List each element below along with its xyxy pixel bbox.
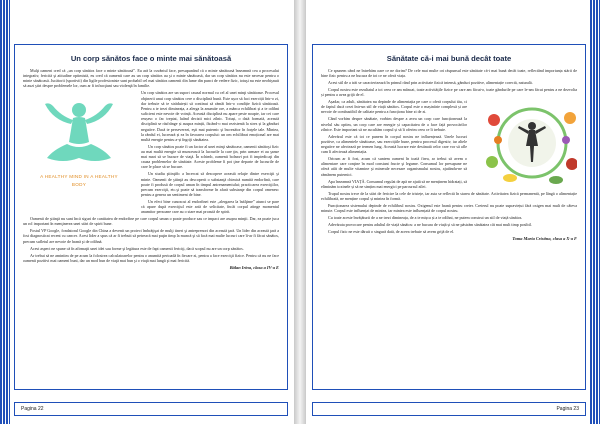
right-paragraph: Ce spunem când ne întrebăm oare ce ne dorim? De cele mai multe ori răspunsul este sănătate că-i mai bună decât toate, reflectând importanța stării de bine fizic pentru a ne bucura de tot ce ne oferă viața. — [321, 68, 577, 79]
right-stripe-border — [590, 0, 600, 424]
left-page-number: Pagina 22 — [14, 402, 288, 416]
right-article-title: Sănătate că-i mai bună decât toate — [386, 54, 512, 63]
right-paragraph: Adevărul este că tot ce punem în corpul nostru ne influențează. Unele lucruri pozitive, ca alimentele sănătoase, sau exercițiile bune, pentru procesul digestiv, iar altele negative ne afectează pe termen lung. Această lucrare este destinată celor care vor să afle cum îi afectează alimentația. — [321, 133, 467, 155]
left-signature: Bălan Irina, clasa a IV-a E — [229, 264, 279, 270]
right-paragraph — [321, 99, 577, 114]
right-paragraph: Apa înseamnă VIAȚĂ. Consumul regulat de apă ne ajută să ne menținem hidratați, să eliminăm toxinele și să ne simțim mai energici pe parcursul zilei. — [321, 178, 467, 189]
left-paragraph: Un studiu ştiinţific a încercat să descopere această relaţie dintre exerciţii şi minte. Oamenii de ştiinţă au descoperit o substanţă chimică numită endorfină, care poate fi produsă de corpul uman în timpul antrenamentului; practicarea exerciţiilor, precum exerciţii, etc.şi poate să transforme în afară substanţe din corpul omenesc pentru a genera un sentiment de bine. — [141, 171, 279, 197]
book-gutter — [294, 0, 306, 424]
left-paragraph: Oamenii de ştiinţă nu sunt încă siguri de cantitatea de endorfine pe care corpul uman o poate produce sau ce impact are asupra minţii. Dar, ea poate juca un rol important în menţinerea unei stări de spirit bune. — [23, 216, 279, 227]
right-page — [306, 0, 600, 424]
right-article-frame — [312, 44, 586, 390]
right-paragraph: Oricum ar fi fost, acum că suntem oameni în toată firea, ar trebui să avem o alimentare care conţine în mod constant fructe şi legume. Consumul lor presupune ne oferă atât de multe vitamine şi minerale necesare organismului nostru, ajutându-ne să rămânem puternici. — [321, 156, 467, 177]
right-page-number: Pagina 23 — [312, 402, 586, 416]
left-paragraph: Un efect bine cunoscut al endorfinei este „alergarea la înălţime” atunci se pare că apare după exerciţiul este artă de selicitate, încât corpul atinge momentul anumitor persoane care au o stare mai proastă de spirit. — [141, 198, 279, 215]
right-paragraph: Funcționarea sistemului depinde de echilibrul nostru. Oxigenul este hrană pentru creier. Creierul nu poate supraviețui fără oxigen mai mult de câteva minute. Corpul este influențat de mintea, iar mintea este influențată de corpul nostru. — [321, 202, 577, 213]
right-paragraph: Corpul nostru este rezultatul a tot ceea ce am mâncat, toate activitățile fizice pe care am făcut-o, toate gândurile pe care le-am făcut pentru a ne dezvolta și pentru a avea grijă de el. — [321, 87, 577, 98]
left-paragraph: Un corp sănătos poate fi un factor al unei minţi sănătoase, oamenii sănătoşi fizic au mai multă energie să muncească la lucrurile la care ţin, prin urmare ei au şanse mai mari să se bucure de viaţă. În schimb, oamenii bolnavi pot fi impiedicaţi din cauza problemelor de sănătate. Aceste probleme îi pot ţine departe de lucrurile de care le place să se bucure. — [141, 143, 279, 170]
healthy-lifestyle-icon — [480, 100, 577, 186]
image-caption-line1: A HEALTHY MIND IN A HEALTHY — [40, 174, 118, 180]
left-paragraph: Fostul VP Google, fondatorul Google din China a devenit un proiect îmbrăţişat de mulţi tineri şi antreprenori din această ţară. Un lider din această ţară a fost diagnosticat recent cu cancer. Acest lider a spus că ar fi trebuit să petreacă mai puţin timp la muncă şi să facă mai multe lucruri care îi-ar fi făcut sănătos, precum sufletul are nevoie de hrană şi de odihnă. — [23, 228, 279, 244]
left-paragraph: Ar trebui să ne amintim de pe acum la folosirea calculatoarelor pentru o anumită perioadă în fiecare zi, pentru a face exerciţii fizice. Pentru că nu ne face oamenii pozitivi mai oameni buni, dar un mod bun de viaţă mai bun şi o viaţă mai lungă şi mai fericită. — [23, 252, 279, 263]
right-paragraph: Corpul fizic ne este dăruit o singură dată, de aceea trebuie să avem grijă de el. — [328, 228, 455, 234]
yoga-meditation-icon — [23, 92, 135, 210]
left-article-title: Un corp sănătos face o minte mai sănătoasă — [70, 54, 232, 63]
left-stripe-border — [0, 0, 10, 424]
right-paragraph: Cu toate aceste învățăturii de a ne trezi dimineața, de a te mișca și a te odihni, ne putem construi un stil de viață sănătos. — [328, 214, 523, 220]
right-paragraph: Acest stil de a trăi se caracterizează în primul rând prin activitate fizică intensă, gânduri pozitive, alimentație corectă, naturală. — [328, 80, 533, 86]
left-page — [0, 0, 294, 424]
right-article-body — [321, 68, 577, 385]
right-paragraph: Trupul nostru trece de la stări de fericire la cele de tristețe, iar asta se reflectă în starea de sănătate. Activitatea fizică permanentă, pe lângă o alimentație echilibrată, ne menține corpul și mintea în formă. — [321, 190, 577, 201]
left-article-frame — [14, 44, 288, 390]
left-paragraph-text: Un corp sănătos are un suport cauzal normal cu cel al unei minţi sănătoase. Procesul obţinerii unui corp sănătos cere o disciplină bună. Este ușor să faci exerciții într-o zi, dar trebuie să te străduiești să continui să rămâi într-o condiție fizică sănătoasă. Pentru a te trezi dimineața, a alerga la anumite ore, a mânca echilibrat și a te odihni suficient este nevoie de voință. Această disciplină nu apare peste noapte, iar cei care reușesc o fac treptat, luând decizii mici zilnic. Totuși, o dată formată, această disciplină se răsfrânge și asupra minții, făcând-o mai rezistentă la stres și la gânduri negative. Dacă te perseverezi, eşti mai puternic şi încrezător în forţele tale. Mintea, la rândul ei, lucrează și ea în favoarea corpului: un om echilibrat emoțional are mai multă energie pentru a-și îngriji sănătatea. — [141, 90, 279, 142]
right-paragraph-text: Așadar, ca adult, sănătatea nu depinde de alimentația pe care o oferă corpului tău, ci de faptul dacă crezi într-un stil de viață sănătos. Corpul este o mașinărie complexă și are nevoie de combustibil de calitate pentru a funcționa bine zi de zi. — [321, 99, 467, 115]
right-paragraph: Când vorbim despre sănătate, vorbim despre a avea un corp care funcționează la nivelul său optim, un corp care are energie și capacitatea de a face față provocărilor zilnice. Este important să ne ascultăm corpul și să îi oferim ceea ce îi trebuie. — [321, 116, 467, 132]
left-paragraph: Acest aspect ne spune că în afirmaţii unei idei sau forme şi legătura este de fapt oamenii fericiţi, dacă scopul nu are un corp sănătos. — [30, 245, 244, 251]
right-signature: Toma Maria Cristina, clasa a X-a F — [512, 235, 577, 241]
yoga-illustration — [23, 92, 135, 210]
left-paragraph: Mulţi oameni cred că „un corp sănătos face o minte sănătoasă”. Eu ară la cuvântul face, presupunând că o minte sănătoasă înseamnă cea a procesului integrativ, fericită şi atitudine optimistă, eu cred că oamenii care au un corp sănătos au şi o minte sănătoasă, dar un corp sănătos nu este necesar pentru o minte sănătoasă. Jucătorii (sportivii) din ligile profesioniste sunt probabil cel mai sănătos oamenii din lume din punct de vedere fizic, totuşi nu este neobişnuit să auzi ştiri despre problemele lor, cum ar fi infracţiuni sau violenţă în familie. — [23, 68, 279, 89]
image-caption-line2: BODY — [71, 182, 87, 188]
left-article-body — [23, 68, 279, 385]
healthy-food-illustration — [473, 100, 577, 186]
right-paragraph: Adevărata provocare pentru adultul de viață sănătos: a ne bucura de viață și să ne păstrăm sănătatea cât mai mult timp posibil. — [328, 221, 532, 227]
